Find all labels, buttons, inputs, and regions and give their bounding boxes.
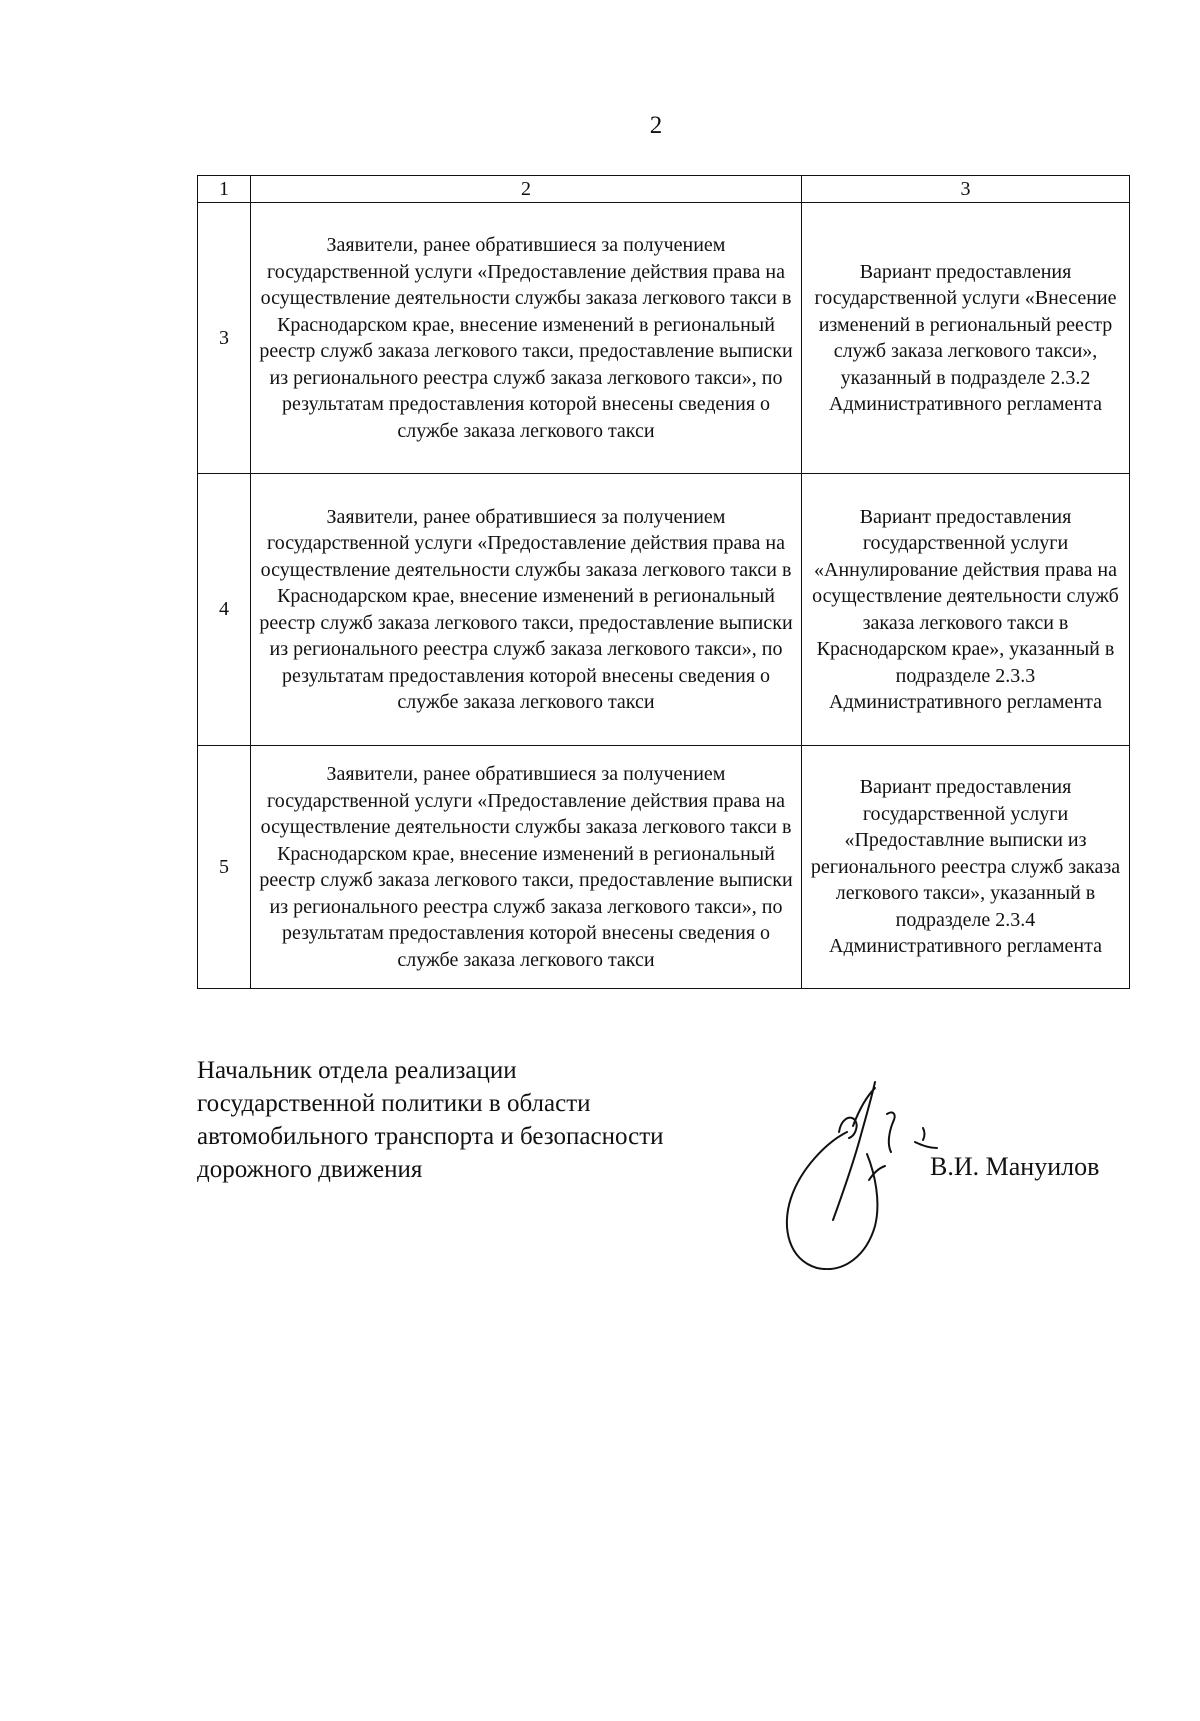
signatory-title-line: дорожного движения bbox=[197, 1156, 423, 1183]
page-number: 2 bbox=[649, 112, 663, 139]
variant-text: Вариант предоставления государственной услуги «Аннулирование действия права на осуществление деятельности служб заказа легкового такси в Краснодарском крае», указанный в подразделе 2.3.3 Административного регламента bbox=[812, 505, 1119, 713]
signatory-title bbox=[197, 1054, 757, 1186]
row-number: 4 bbox=[198, 474, 251, 746]
variant-cell bbox=[802, 746, 1130, 989]
signatory-title-line: автомобильного транспорта и безопасности bbox=[197, 1123, 664, 1150]
applicants-cell bbox=[251, 746, 802, 989]
services-table bbox=[197, 175, 1130, 989]
applicants-text: Заявители, ранее обратившиеся за получением государственной услуги «Предоставление действия права на осуществление деятельности службы заказа легкового такси в Краснодарском крае, внесение изменений в региональный реестр служб заказа легкового такси, предоставление выписки из регионального реестра служб заказа легкового такси», по результатам предоставления которой внесены сведения о службе заказа легкового такси bbox=[259, 763, 793, 971]
column-header: 2 bbox=[251, 176, 802, 203]
applicants-cell bbox=[251, 474, 802, 746]
column-header: 3 bbox=[802, 176, 1130, 203]
handwritten-signature bbox=[775, 1070, 945, 1270]
variant-cell bbox=[802, 203, 1130, 474]
variant-text: Вариант предоставления государственной услуги «Предоставлние выписки из регионального реестра служб заказа легкового такси», указанный в подразделе 2.3.4 Административного регламента bbox=[810, 776, 1121, 958]
applicants-cell bbox=[251, 203, 802, 474]
signatory-title-line: государственной политики в области bbox=[197, 1090, 591, 1117]
variant-cell bbox=[802, 474, 1130, 746]
signatory-title-line: Начальник отдела реализации bbox=[197, 1057, 517, 1084]
applicants-text: Заявители, ранее обратившиеся за получением государственной услуги «Предоставление действия права на осуществление деятельности службы заказа легкового такси в Краснодарском крае, внесение изменений в региональный реестр служб заказа легкового такси, предоставление выписки из регионального реестра служб заказа легкового такси», по результатам предоставления которой внесены сведения о службе заказа легкового такси bbox=[259, 505, 793, 713]
column-header: 1 bbox=[198, 176, 251, 203]
table-header-row bbox=[198, 176, 1130, 203]
table-row bbox=[198, 474, 1130, 746]
table-row bbox=[198, 203, 1130, 474]
row-number: 3 bbox=[198, 203, 251, 474]
table-row bbox=[198, 746, 1130, 989]
applicants-text: Заявители, ранее обратившиеся за получением государственной услуги «Предоставление действия права на осуществление деятельности службы заказа легкового такси в Краснодарском крае, внесение изменений в региональный реестр служб заказа легкового такси, предоставление выписки из регионального реестра служб заказа легкового такси», по результатам предоставления которой внесены сведения о службе заказа легкового такси bbox=[259, 234, 793, 442]
signatory-name: В.И. Мануилов bbox=[930, 1152, 1100, 1181]
variant-text: Вариант предоставления государственной услуги «Внесение изменений в региональный реестр служб заказа легкового такси», указанный в подразделе 2.3.2 Административного регламента bbox=[814, 260, 1117, 415]
row-number: 5 bbox=[198, 746, 251, 989]
